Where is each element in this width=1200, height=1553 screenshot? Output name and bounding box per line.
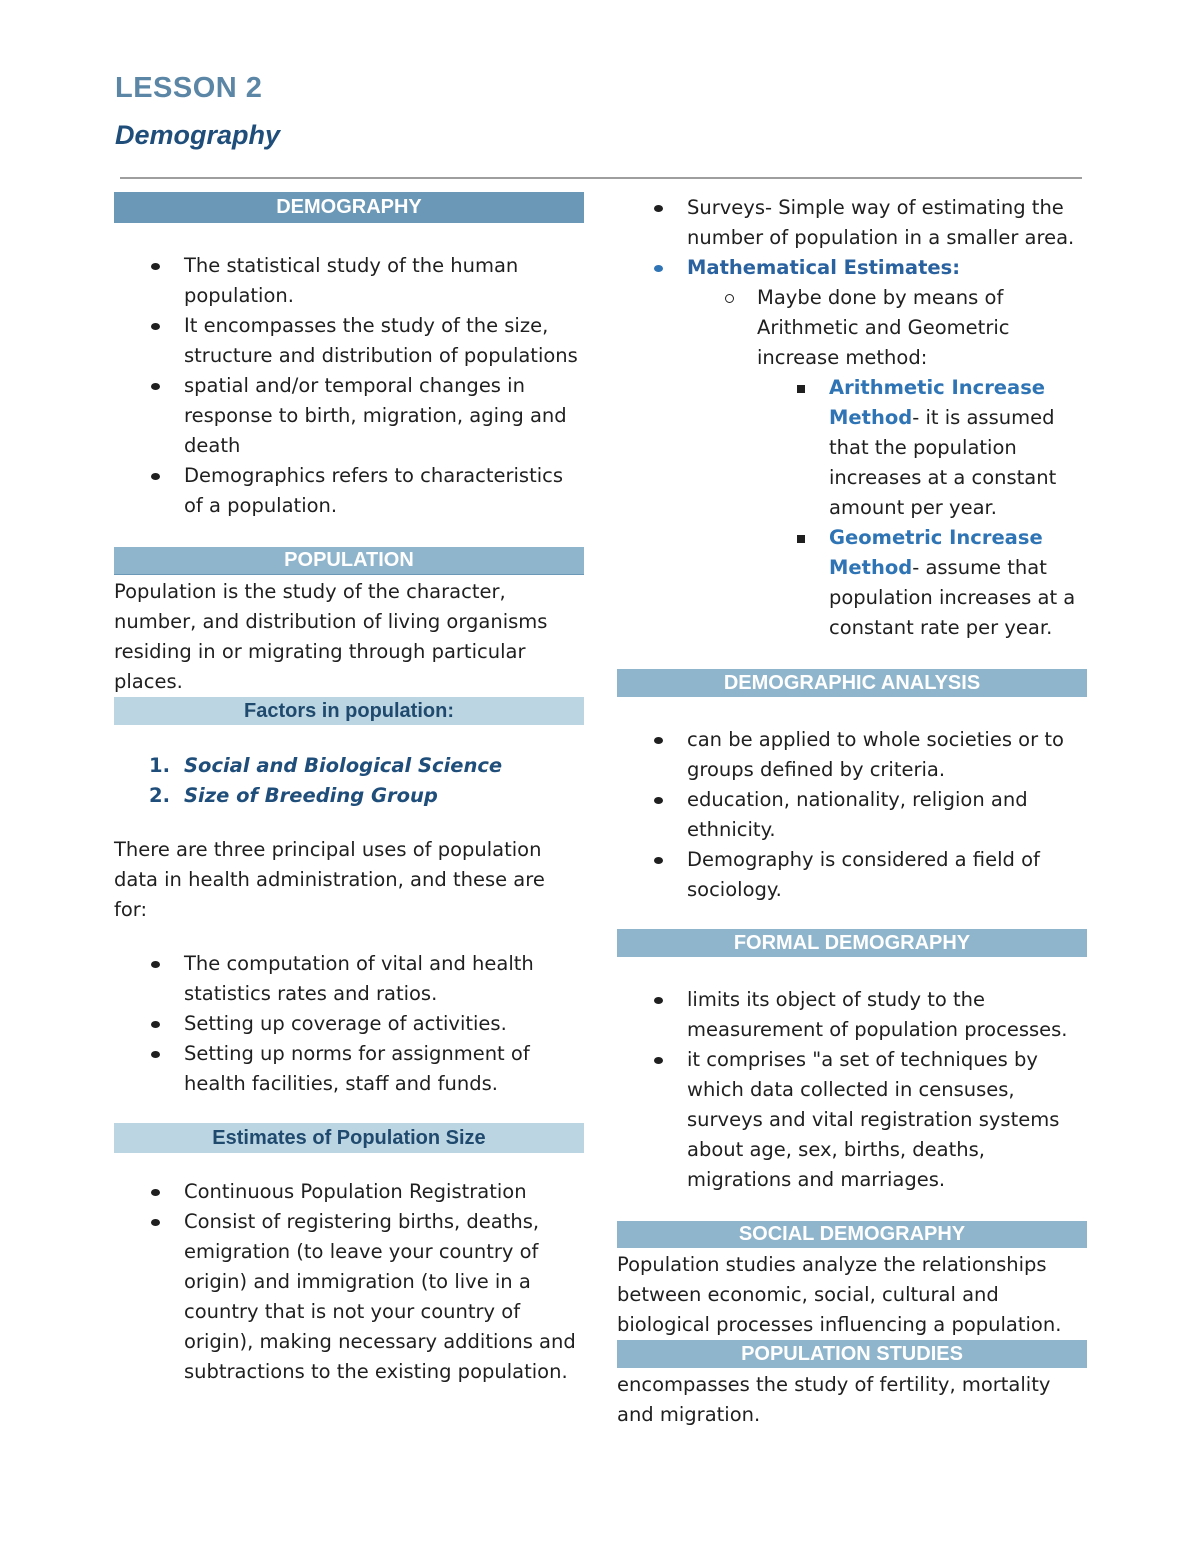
analysis-list — [617, 725, 1087, 905]
uses-intro: There are three principal uses of population data in health administration, and these are for: — [114, 838, 545, 921]
list-item: spatial and/or temporal changes in response to birth, migration, aging and death — [114, 371, 584, 461]
right-column — [617, 192, 1087, 1430]
uses-list — [114, 949, 584, 1099]
list-item — [617, 253, 1087, 643]
list-item: Setting up coverage of activities. — [114, 1009, 584, 1039]
factors-list — [114, 751, 584, 811]
population-studies-heading: POPULATION STUDIES — [617, 1340, 1087, 1368]
demographic-analysis-heading: DEMOGRAPHIC ANALYSIS — [617, 669, 1087, 697]
list-item: Arithmetic Increase Method- it is assumed that the population increases at a constant amount per year. — [617, 373, 1087, 523]
formal-list — [617, 985, 1087, 1195]
list-item: Surveys- Simple way of estimating the number of population in a smaller area. — [617, 193, 1087, 253]
factors-heading: Factors in population: — [114, 697, 584, 725]
list-item: limits its object of study to the measurement of population processes. — [617, 985, 1087, 1045]
list-item: Continuous Population Registration — [114, 1177, 584, 1207]
list-item: Demographics refers to characteristics of a population. — [114, 461, 584, 521]
factor-item: 1. Social and Biological Science — [149, 754, 503, 777]
estimates-heading: Estimates of Population Size — [114, 1123, 584, 1153]
list-item: Demography is considered a field of sociology. — [617, 845, 1087, 905]
social-demography-heading: SOCIAL DEMOGRAPHY — [617, 1221, 1087, 1248]
formal-demography-heading: FORMAL DEMOGRAPHY — [617, 929, 1087, 957]
page-title: Demography — [115, 120, 281, 150]
demography-heading: DEMOGRAPHY — [114, 192, 584, 223]
population-studies-text: encompasses the study of fertility, mortality and migration. — [617, 1373, 1051, 1426]
population-heading: POPULATION — [114, 547, 584, 575]
estimates-continued-list — [617, 193, 1087, 643]
list-item: The computation of vital and health statistics rates and ratios. — [114, 949, 584, 1009]
lesson-label: LESSON 2 — [115, 72, 263, 104]
social-demography-text: Population studies analyze the relationships between economic, social, cultural and biological processes influencing a population. — [617, 1253, 1062, 1336]
list-item: Maybe done by means of Arithmetic and Geometric increase method: Arithmetic Increase Method- it is assumed that the population increases at a constant amount per year. Geometric Increase Method- assume that population increases at a constant rate per year. — [617, 283, 1087, 643]
math-sub-list — [687, 283, 1087, 643]
list-item: Consist of registering births, deaths, emigration (to leave your country of origin) and immigration (to live in a country that is not your country of origin), making necessary additions and subtractions to the existing population. — [114, 1207, 584, 1387]
population-text: Population is the study of the character, number, and distribution of living organisms residing in or migrating through particular places. — [114, 580, 548, 693]
list-item: it comprises "a set of techniques by which data collected in censuses, surveys and vital registration systems about age, sex, births, deaths, migrations and marriages. — [617, 1045, 1087, 1195]
list-item: The statistical study of the human population. — [114, 251, 584, 311]
left-column — [114, 192, 584, 1387]
header-divider — [120, 177, 1082, 179]
estimates-list — [114, 1177, 584, 1387]
factor-item: 2. Size of Breeding Group — [149, 784, 438, 807]
list-item: It encompasses the study of the size, structure and distribution of populations — [114, 311, 584, 371]
math-estimates-label: Mathematical Estimates: — [687, 256, 961, 279]
list-item: can be applied to whole societies or to groups defined by criteria. — [617, 725, 1087, 785]
demography-list — [114, 251, 584, 521]
list-item: Geometric Increase Method- assume that population increases at a constant rate per year. — [617, 523, 1087, 643]
method-list — [757, 373, 1087, 643]
list-item: education, nationality, religion and ethnicity. — [617, 785, 1087, 845]
list-item: Setting up norms for assignment of health facilities, staff and funds. — [114, 1039, 584, 1099]
